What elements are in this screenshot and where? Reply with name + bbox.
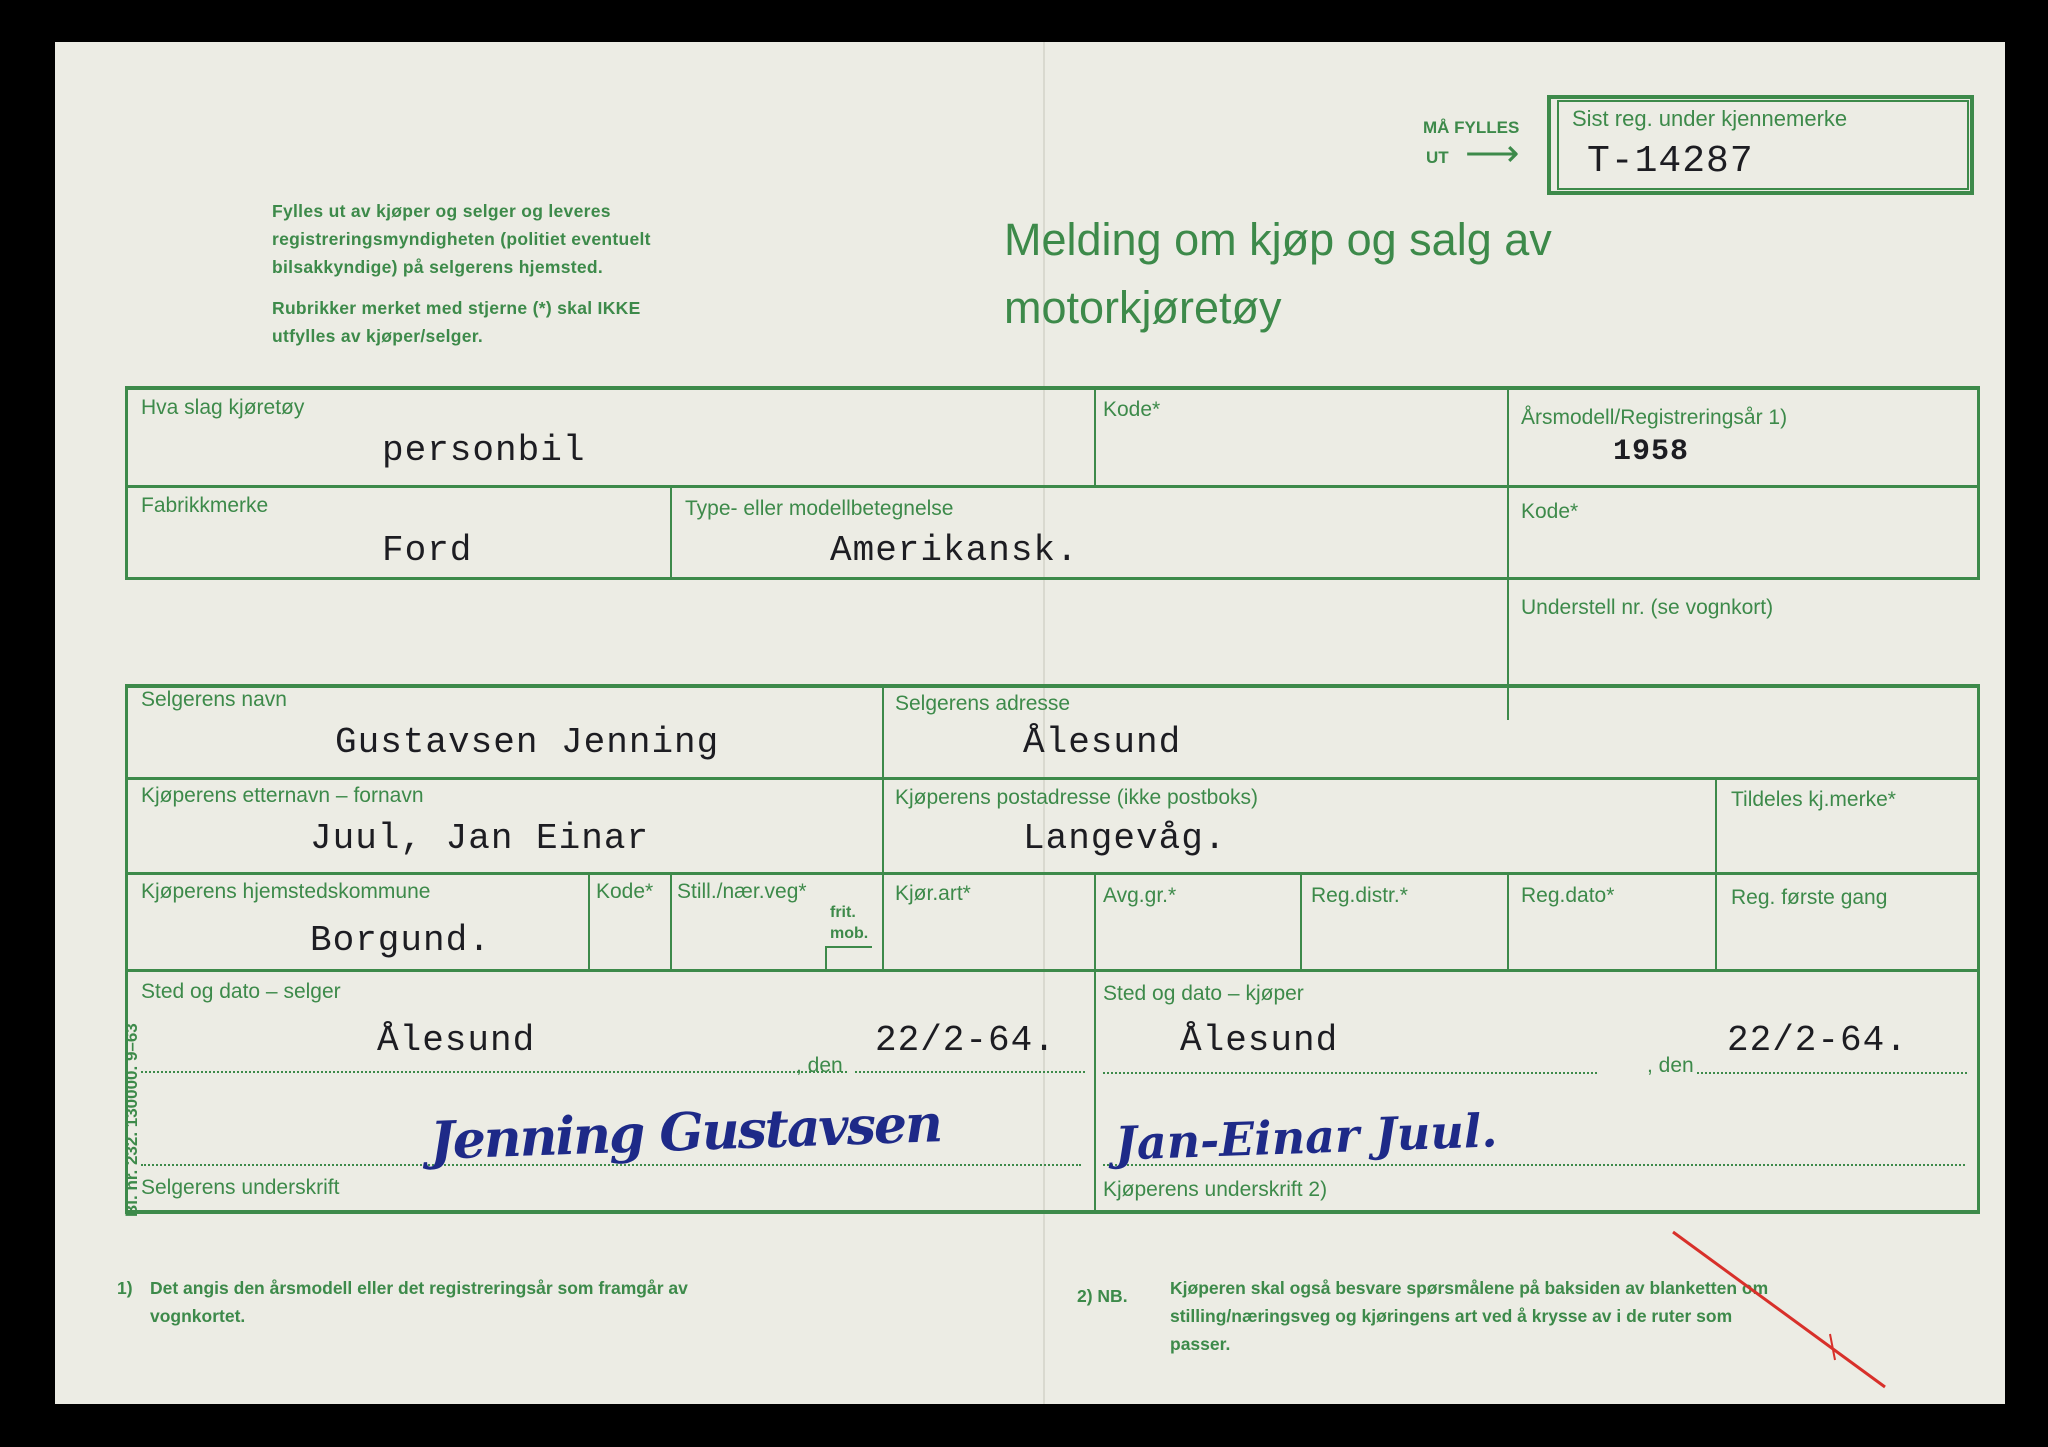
parties-right-border [1977, 684, 1980, 1212]
instructions-stars: Rubrikker merket med stjerne (*) skal IKKE utfylles av kjøper/selger. [272, 298, 641, 346]
vehicle-type-label: Hva slag kjøretøy [141, 396, 305, 419]
parties-top-border [125, 684, 1980, 688]
sted-kjoper-value: Ålesund [1180, 1020, 1339, 1061]
kjoper-postadresse-label: Kjøperens postadresse (ikke postboks) [895, 786, 1258, 809]
modell-value: Amerikansk. [830, 530, 1079, 571]
parties-row2-line [125, 777, 1980, 780]
vehicle-bottom-line [125, 577, 1980, 580]
selger-place-line [141, 1071, 847, 1073]
sted-selger-label: Sted og dato – selger [141, 980, 341, 1003]
form-title-line1: Melding om kjøp og salg av [1004, 214, 1552, 265]
selger-date-line [855, 1071, 1085, 1073]
sted-kjoper-label: Sted og dato – kjøper [1103, 982, 1304, 1005]
arsmodell-value: 1958 [1613, 435, 1690, 469]
parties-row4-line [125, 969, 1980, 972]
selger-underskrift-label: Selgerens underskrift [141, 1176, 340, 1199]
vehicle-right-border [1977, 388, 1980, 580]
kjoper-place-line [1103, 1072, 1597, 1074]
parties-col-mid [882, 686, 884, 970]
fabrikkmerke-label: Fabrikkmerke [141, 494, 269, 517]
kjoper-date-line [1697, 1072, 1967, 1074]
form-title-line2: motorkjøretøy [1004, 282, 1282, 333]
parties-col-regdistr [1300, 874, 1302, 970]
mob-checkbox [825, 946, 872, 970]
selger-adresse-value: Ålesund [1023, 722, 1182, 763]
arsmodell-label: Årsmodell/Registreringsår 1) [1521, 406, 1788, 429]
parties-col-tildeles [1715, 779, 1717, 971]
vehicle-mid-line [125, 485, 1980, 488]
modell-label: Type- eller modellbetegnelse [685, 497, 954, 520]
selger-navn-label: Selgerens navn [141, 688, 287, 711]
den-label-selger: , den [796, 1054, 843, 1077]
den-label-kjoper: , den [1647, 1054, 1694, 1077]
regdato-label: Reg.dato* [1521, 884, 1615, 907]
kjoper-navn-value: Juul, Jan Einar [310, 818, 650, 859]
vehicle-type-value: personbil [382, 430, 586, 471]
parties-col-regdato [1507, 874, 1509, 970]
avggr-label: Avg.gr.* [1103, 884, 1177, 907]
tildeles-label: Tildeles kj.merke* [1731, 788, 1896, 811]
selger-signature: Jenning Gustavsen [429, 1093, 942, 1172]
dato-kjoper-value: 22/2-64. [1727, 1020, 1908, 1061]
parties-col-avggr [1094, 874, 1096, 970]
arrow-icon: ⟶ [1465, 133, 1520, 175]
understell-label: Understell nr. (se vognkort) [1521, 596, 1774, 619]
footnote1-text: Det angis den årsmodell eller det registreringsår som framgår av vognkortet. [150, 1278, 688, 1326]
kjoper-postadresse-value: Langevåg. [1023, 818, 1227, 859]
parties-col-kode3 [588, 874, 590, 970]
selger-navn-value: Gustavsen Jenning [335, 722, 720, 763]
kjoper-navn-label: Kjøperens etternavn – fornavn [141, 784, 424, 807]
still-label: Still./nær.veg* [677, 880, 807, 903]
footnote2-number: 2) NB. [1077, 1286, 1128, 1306]
dato-selger-value: 22/2-64. [875, 1020, 1056, 1061]
fabrikkmerke-value: Ford [382, 530, 473, 571]
ma-fylles-label: MÅ FYLLES [1423, 118, 1520, 137]
ut-label: UT [1426, 148, 1449, 167]
mob-label: mob. [830, 925, 869, 942]
kjoper-underskrift-label: Kjøperens underskrift 2) [1103, 1178, 1328, 1201]
regforste-label: Reg. første gang [1731, 886, 1888, 909]
sted-selger-value: Ålesund [377, 1020, 536, 1061]
vehicle-col-kode [1094, 388, 1096, 486]
registration-value: T-14287 [1587, 140, 1754, 183]
vehicle-top-border [125, 386, 1980, 390]
vehicle-col-right [1507, 388, 1509, 720]
vehicle-left-border [125, 386, 128, 578]
footnote2-text: Kjøperen skal også besvare spørsmålene på baksiden av blanketten om stilling/næringsveg og kjøringens art ved å krysse av i de ruter som passer. [1170, 1278, 1769, 1354]
instructions-text: Fylles ut av kjøper og selger og leveres registreringsmyndigheten (politiet eventuelt bilsakkyndige) på selgerens hjemsted. [272, 201, 651, 277]
selger-adresse-label: Selgerens adresse [895, 692, 1071, 715]
kjorart-label: Kjør.art* [895, 882, 971, 905]
parties-col-still [670, 874, 672, 970]
footnote1-number: 1) [117, 1278, 133, 1298]
frit-label: frit. [830, 904, 856, 921]
kjoper-signature: Jan-Einar Juul. [1114, 1103, 1499, 1171]
vehicle-kode2-label: Kode* [1521, 500, 1579, 523]
hjemsted-value: Borgund. [310, 920, 491, 961]
red-pencil-mark [1655, 1212, 1955, 1412]
form-paper [55, 42, 2005, 1404]
hjemsted-label: Kjøperens hjemstedskommune [141, 880, 431, 903]
form-number-side-note: Bl. nr. 232. 130000. 9–63 [122, 1023, 141, 1217]
vehicle-kode-label: Kode* [1103, 398, 1161, 421]
kode3-label: Kode* [596, 880, 654, 903]
registration-box-label: Sist reg. under kjennemerke [1572, 106, 1848, 131]
vehicle-col-modell [670, 487, 672, 579]
parties-row3-line [125, 872, 1980, 875]
regdistr-label: Reg.distr.* [1311, 884, 1408, 907]
parties-col-signature [1094, 971, 1096, 1212]
